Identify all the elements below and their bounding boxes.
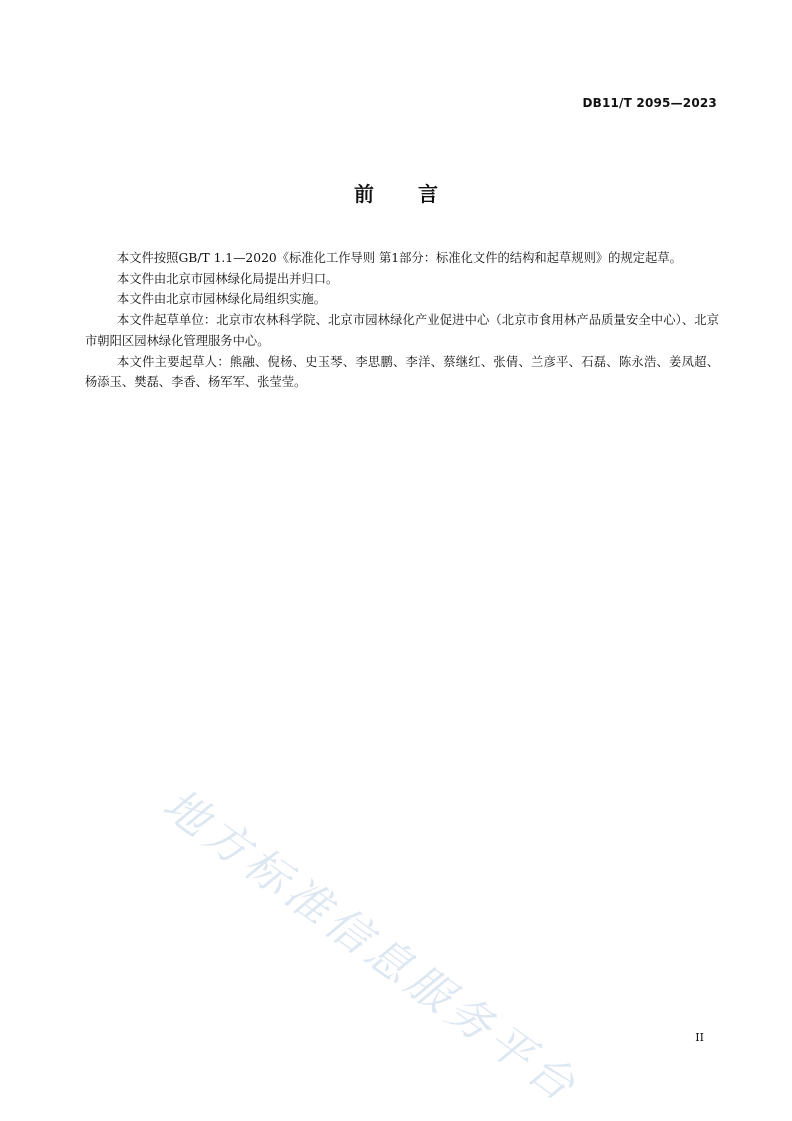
paragraph-proposer: 本文件由北京市园林绿化局提出并归口。 bbox=[116, 271, 339, 286]
paragraph-drafters: 本文件主要起草人：熊融、倪杨、史玉琴、李思鹏、李洋、蔡继红、张倩、兰彦平、石磊、陈永浩、姜凤超、杨添玉、樊磊、李香、杨军军、张莹莹。 bbox=[85, 354, 719, 390]
preface-body bbox=[85, 248, 719, 393]
paragraph-standard-basis: 本文件按照GB/T 1.1—2020《标准化工作导则 第1部分：标准化文件的结构和起草规则》的规定起草。 bbox=[116, 251, 682, 265]
paragraph-drafting-units: 本文件起草单位：北京市农林科学院、北京市园林绿化产业促进中心（北京市食用林产品质量安全中心）、北京市朝阳区园林绿化管理服务中心。 bbox=[85, 313, 719, 348]
document-code: DB11/T 2095—2023 bbox=[582, 96, 717, 110]
watermark: 地方标准信息服务平台 bbox=[153, 778, 589, 1115]
page-number: II bbox=[695, 1031, 704, 1044]
page-title: 前言 bbox=[354, 182, 482, 206]
paragraph-implementer: 本文件由北京市园林绿化局组织实施。 bbox=[116, 292, 327, 307]
